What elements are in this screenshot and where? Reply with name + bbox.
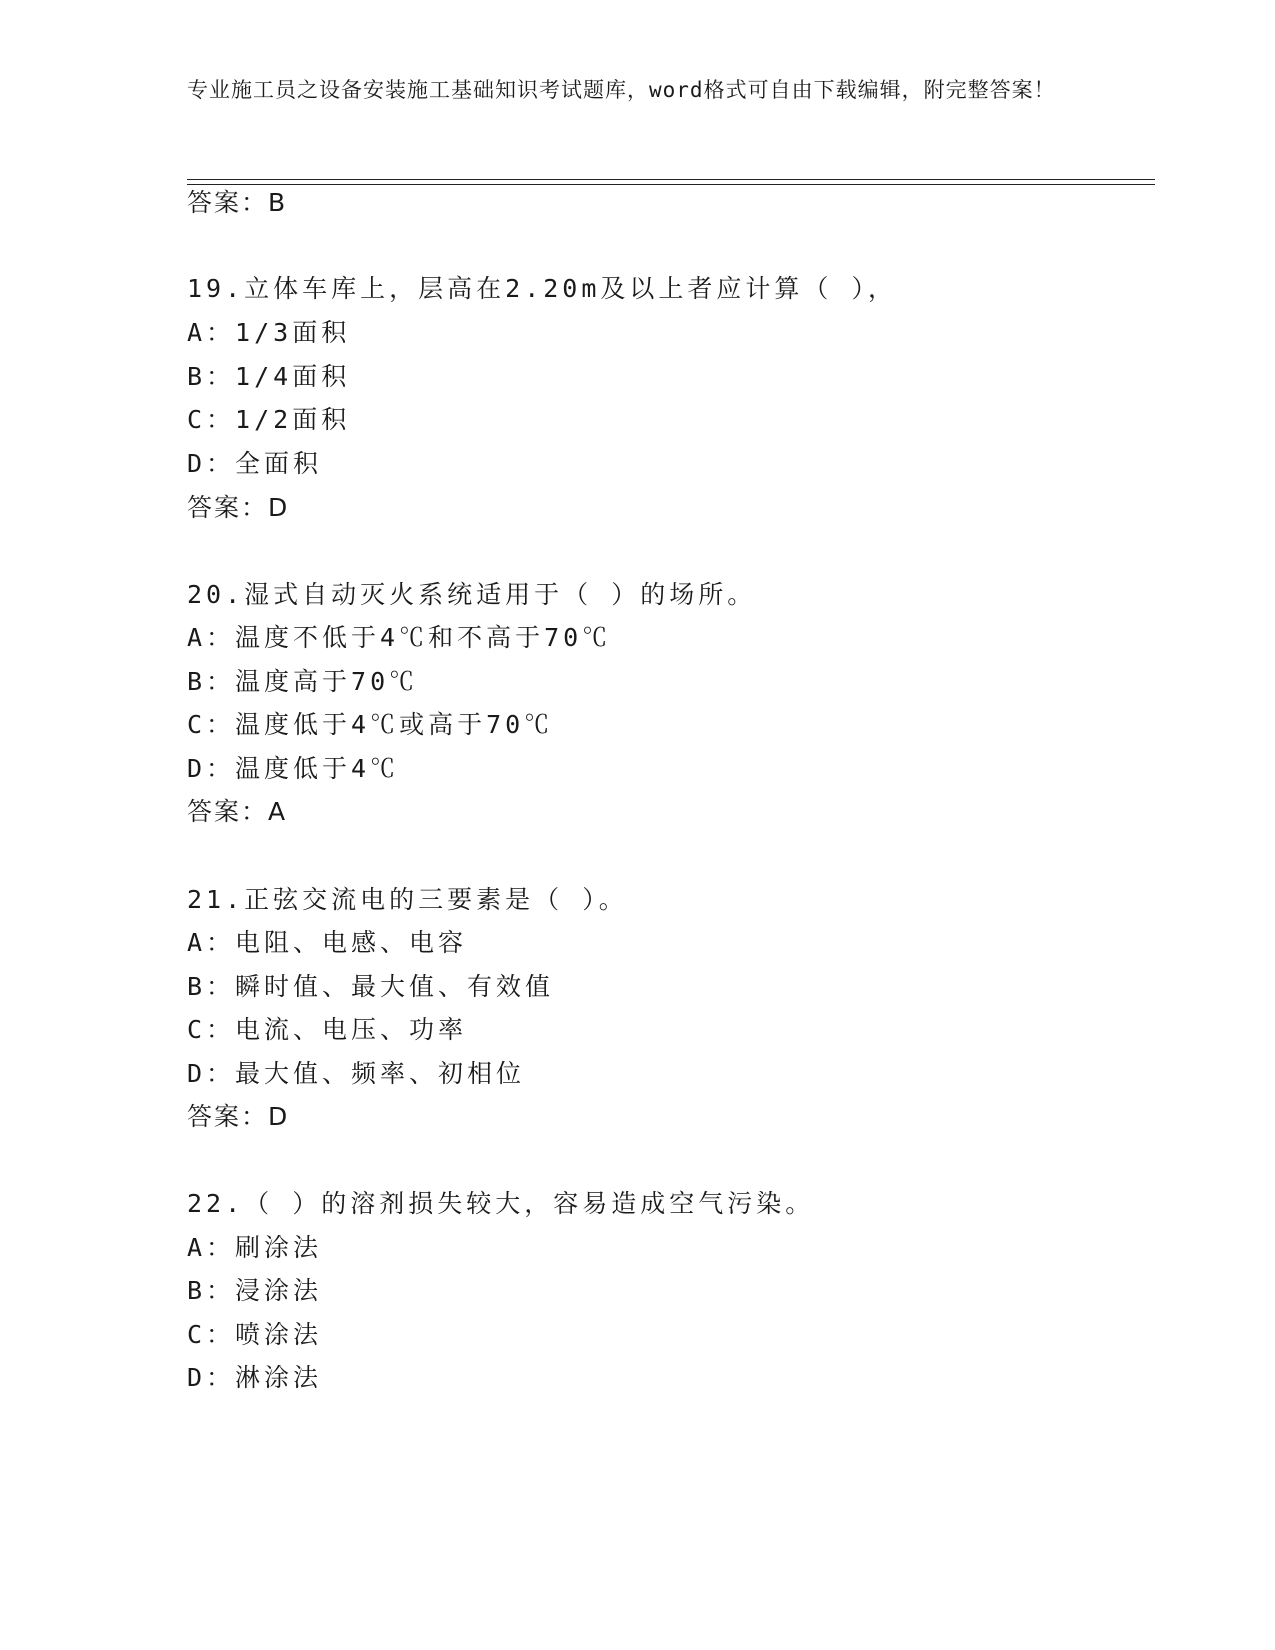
option-c: C：电流、电压、功率 [187, 1015, 468, 1044]
answer-line: 答案：A [187, 797, 288, 826]
answer-line: 答案：D [187, 1102, 290, 1131]
option-d: D：淋涂法 [187, 1363, 323, 1392]
option-c: C：温度低于4℃或高于70℃ [187, 710, 554, 739]
option-b: B：瞬时值、最大值、有效值 [187, 972, 555, 1001]
option-b: B：浸涂法 [187, 1276, 323, 1305]
answer-line: 答案：D [187, 493, 290, 522]
header-divider [187, 179, 1155, 180]
question-22: 22.（ ）的溶剂损失较大，容易造成空气污染。 [187, 1189, 815, 1218]
option-b: B：温度高于70℃ [187, 667, 419, 696]
option-c: C：1/2面积 [187, 405, 351, 434]
document-header: 专业施工员之设备安装施工基础知识考试题库，word格式可自由下载编辑，附完整答案！ [187, 78, 1056, 102]
answer-line: 答案：B [187, 188, 288, 217]
option-b: B：1/4面积 [187, 362, 351, 391]
option-d: D：温度低于4℃ [187, 754, 400, 783]
question-21: 21.正弦交流电的三要素是（ ）。 [187, 885, 628, 914]
option-c: C：喷涂法 [187, 1320, 323, 1349]
option-a: A：电阻、电感、电容 [187, 928, 468, 957]
question-19: 19.立体车库上，层高在2.20m及以上者应计算（ ）， [187, 274, 897, 303]
option-d: D：全面积 [187, 449, 323, 478]
option-d: D：最大值、频率、初相位 [187, 1059, 526, 1088]
question-20: 20.湿式自动灭火系统适用于（ ）的场所。 [187, 580, 757, 609]
option-a: A：刷涂法 [187, 1233, 323, 1262]
option-a: A：1/3面积 [187, 318, 351, 347]
option-a: A：温度不低于4℃和不高于70℃ [187, 623, 612, 652]
header-divider-second [187, 184, 1155, 185]
